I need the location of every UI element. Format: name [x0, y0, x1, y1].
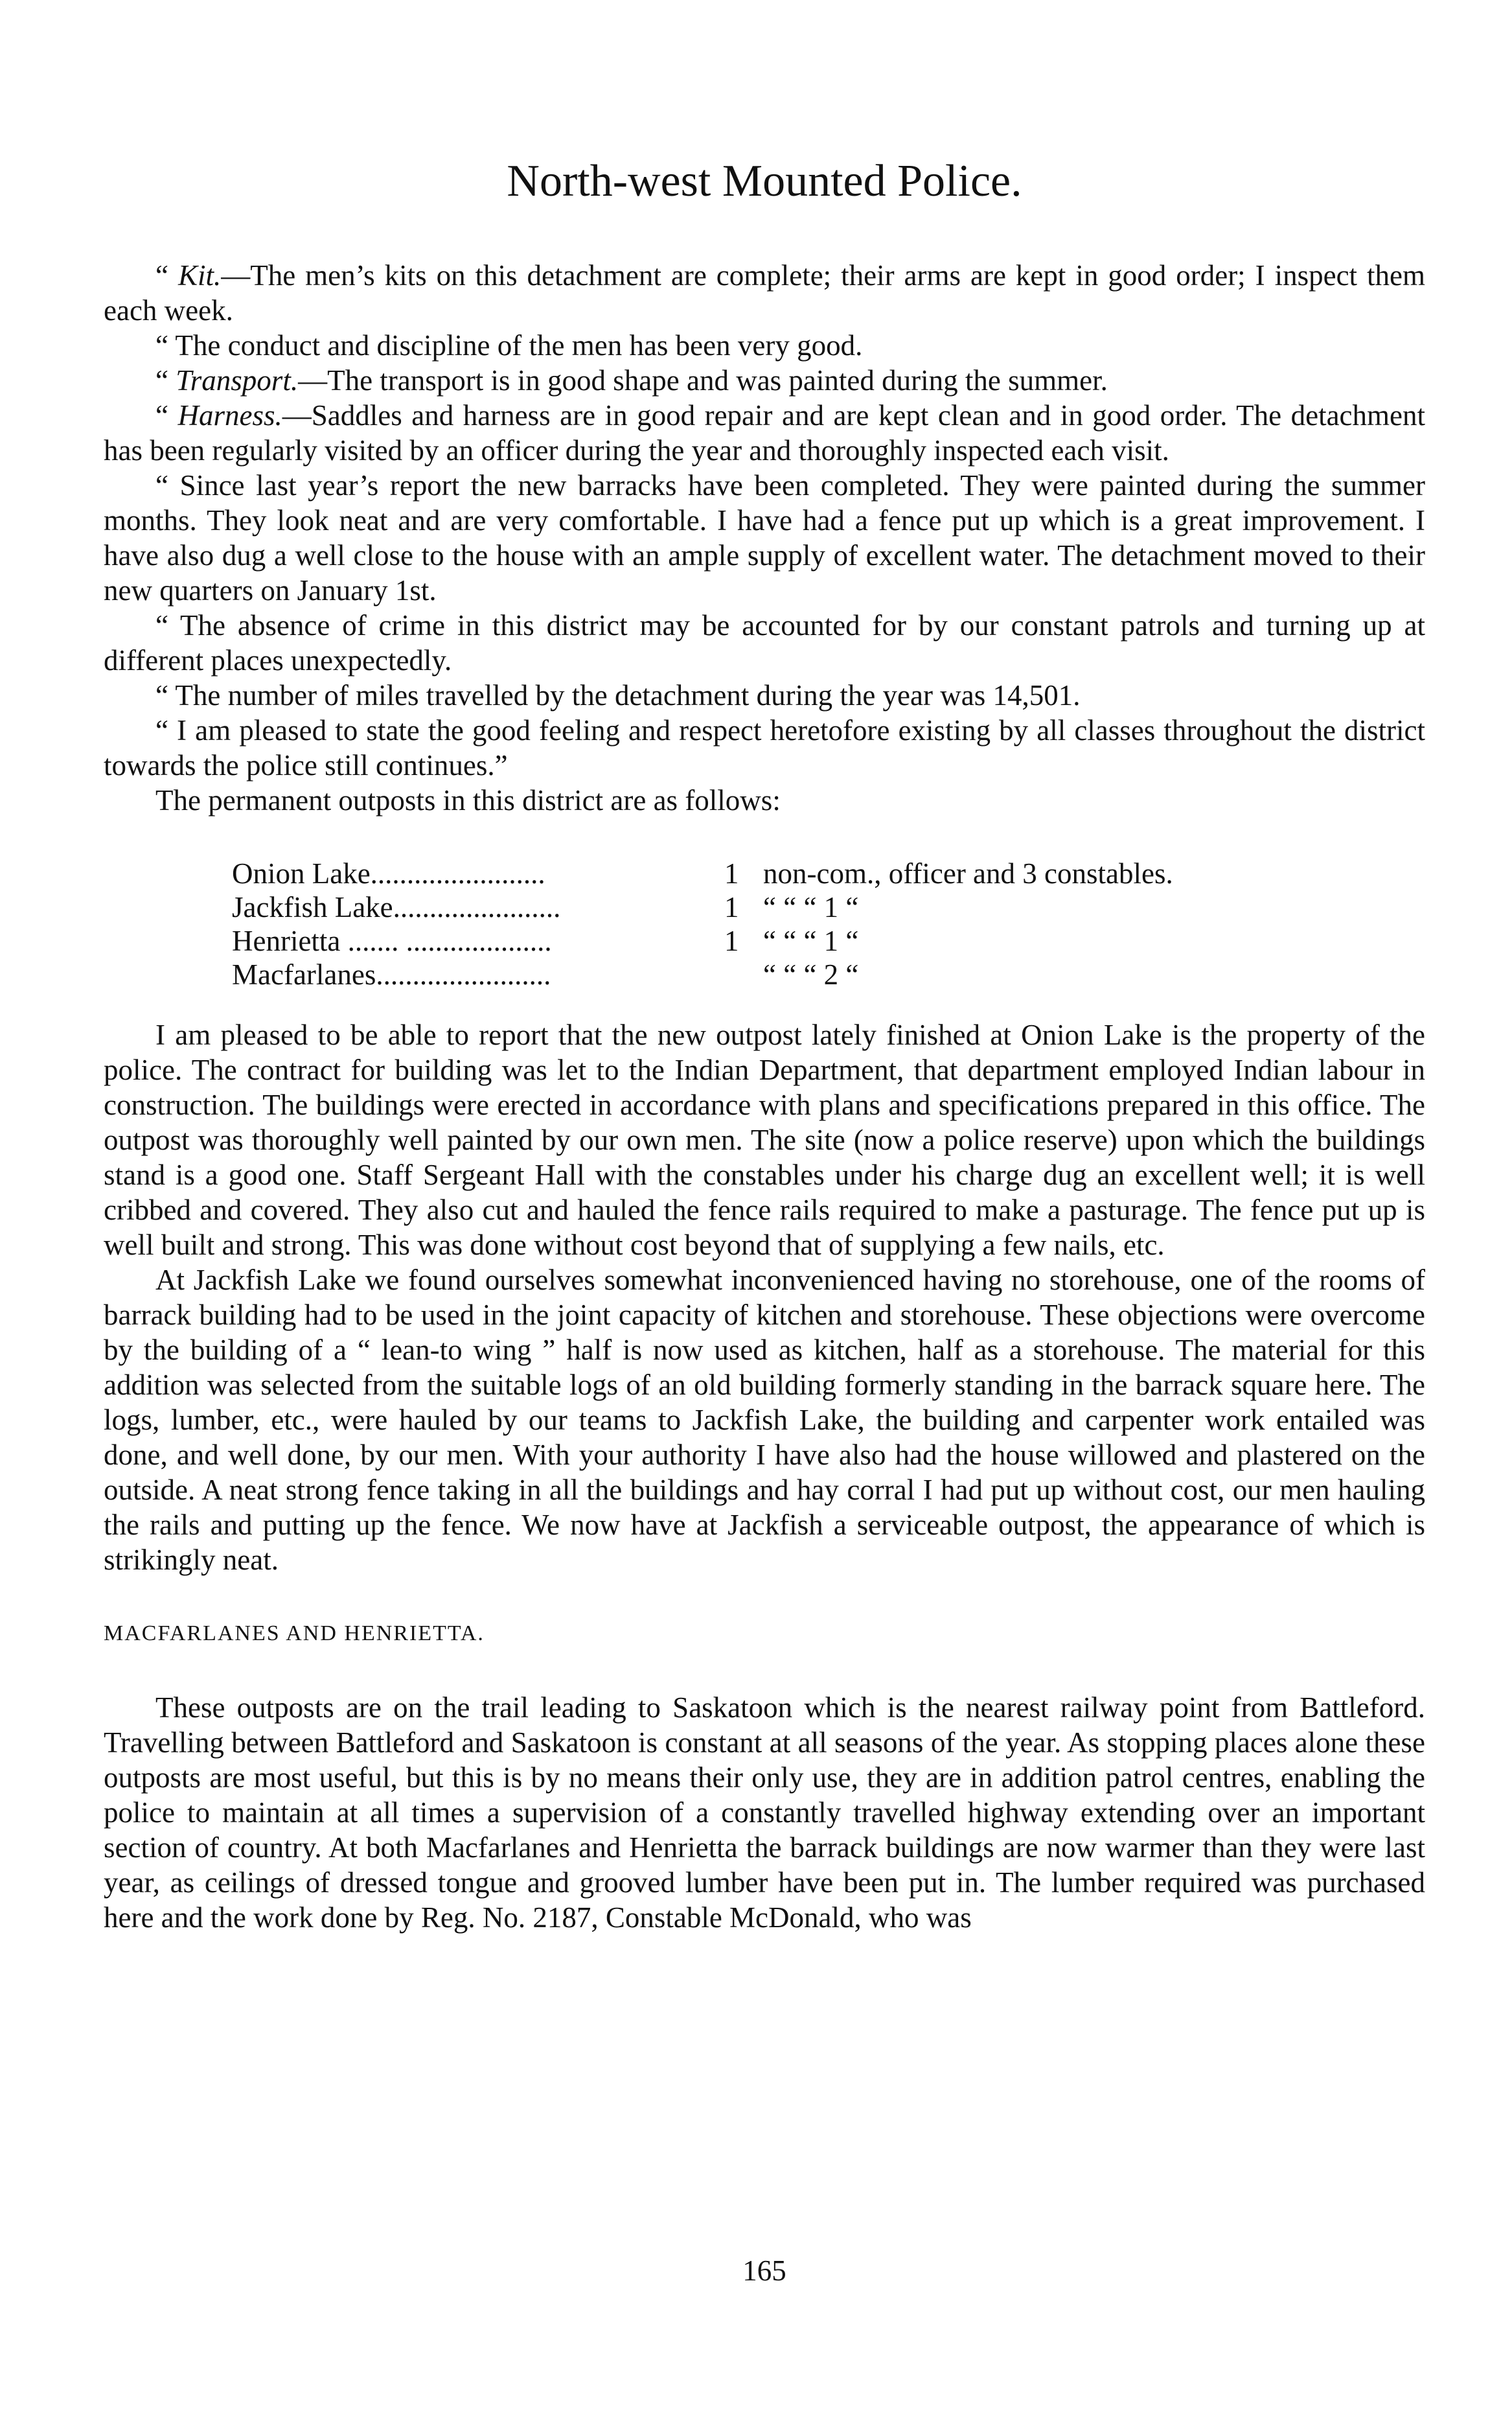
- outpost-place: Onion Lake........................: [232, 857, 545, 890]
- paragraph-jackfish: At Jackfish Lake we found ourselves somewhat inconvenienced having no storehouse, one of the rooms of barrack building had to be used in the joint capacity of kitchen and storehouse. These objections were overcome by the building of a “ lean-to wing ” half is now used as kitchen, half as a storehouse. The material for this addition was selected from the suitable logs of an old building formerly standing in the barrack square here. The logs, lumber, etc., were hauled by our teams to Jackfish Lake, the building and carpenter work entailed was done, and well done, by our men. With your authority I have also had the house willowed and plastered on the outside. A neat strong fence taking in all the buildings and hay corral I had put up without cost, our men hauling the rails and putting up the fence. We now have at Jackfish a serviceable outpost, the appearance of which is strikingly neat.: [104, 1264, 1425, 1576]
- outpost-desc: “ “ “ 1 “: [763, 891, 859, 923]
- outpost-place: Henrietta ....... ....................: [232, 925, 552, 957]
- harness-label: Harness.: [178, 399, 282, 432]
- transport-label: Transport.: [176, 364, 299, 397]
- document-page: [104, 0, 1425, 2421]
- paragraph-harness: “ Harness.—Saddles and harness are in good repair and are kept clean and in good order. The detachment has been regularly visited by an officer during the year and thoroughly inspected each visit.: [104, 399, 1425, 467]
- paragraph-crime: “ The absence of crime in this district may be accounted for by our constant patrols and turning up at different places unexpectedly.: [104, 609, 1425, 677]
- outpost-desc: “ “ “ 2 “: [763, 958, 859, 991]
- outpost-desc: non-com., officer and 3 constables.: [763, 857, 1173, 890]
- harness-text: —Saddles and harness are in good repair and are kept clean and in good order. The detachment has been regularly visited by an officer during the year and thoroughly inspected each visit.: [104, 399, 1425, 467]
- paragraph-barracks: “ Since last year’s report the new barracks have been completed. They were painted during the summer months. They look neat and are very comfortable. I have had a fence put up which is a great improvement. I have also dug a well close to the house with an ample supply of excellent water. The detachment moved to their new quarters on January 1st.: [104, 469, 1425, 607]
- outposts-table: [232, 857, 1255, 991]
- kit-label: Kit.: [178, 259, 222, 292]
- outpost-count: 1: [724, 925, 739, 957]
- outpost-place: Jackfish Lake.......................: [232, 891, 561, 923]
- transport-text: —The transport is in good shape and was painted during the summer.: [298, 364, 1108, 397]
- section-heading: MACFARLANES AND HENRIETTA.: [104, 1621, 485, 1645]
- outpost-row: [232, 924, 1255, 958]
- paragraph-pleased: “ I am pleased to state the good feeling and respect heretofore existing by all classes throughout the district towards the police still continues.”: [104, 714, 1425, 782]
- outpost-count: [724, 958, 763, 991]
- outpost-count: 1: [724, 891, 739, 923]
- paragraph-miles: “ The number of miles travelled by the detachment during the year was 14,501.: [155, 679, 1081, 712]
- paragraph-macfarlanes: These outposts are on the trail leading to Saskatoon which is the nearest railway point from Battleford. Travelling between Battleford and Saskatoon is constant at all seasons of the year. As stopping places alone these outposts are most useful, but this is by no means their only use, they are in addition patrol centres, enabling the police to maintain at all times a supervision of a constantly travelled highway extending over an important section of country. At both Macfarlanes and Henrietta the barrack buildings are now warmer than they were last year, as ceilings of dressed tongue and grooved lumber have been put in. The lumber required was purchased here and the work done by Reg. No. 2187, Constable McDonald, who was: [104, 1691, 1425, 1934]
- paragraph-conduct: “ The conduct and discipline of the men has been very good.: [155, 329, 863, 362]
- paragraph-kit: “ Kit.—The men’s kits on this detachment are complete; their arms are kept in good order; I inspect them each week.: [104, 259, 1425, 327]
- paragraph-onion-lake: I am pleased to be able to report that the new outpost lately finished at Onion Lake is the property of the police. The contract for building was let to the Indian Department, that department employed Indian labour in construction. The buildings were erected in accordance with plans and specifications prepared in this office. The outpost was thoroughly well painted by our own men. The site (now a police reserve) upon which the buildings stand is a good one. Staff Sergeant Hall with the constables under his charge dug an excellent well; it is well cribbed and covered. They also cut and hauled the fence rails required to make a pasturage. The fence put up is well built and strong. This was done without cost beyond that of supplying a few nails, etc.: [104, 1019, 1425, 1261]
- outpost-count: 1: [724, 857, 739, 890]
- outpost-desc: “ “ “ 1 “: [763, 925, 859, 957]
- outpost-row: [232, 958, 1255, 991]
- running-header: North-west Mounted Police.: [507, 156, 1022, 206]
- outpost-row: [232, 857, 1255, 890]
- page-number: 165: [742, 2254, 786, 2287]
- outpost-row: [232, 890, 1255, 924]
- outposts-intro: The permanent outposts in this district are as follows:: [155, 784, 781, 817]
- kit-text: —The men’s kits on this detachment are complete; their arms are kept in good order; I inspect them each week.: [104, 259, 1425, 327]
- paragraph-transport: “ Transport.—The transport is in good shape and was painted during the summer.: [155, 364, 1108, 397]
- outpost-place: Macfarlanes........................: [232, 958, 551, 991]
- body-text: [104, 258, 1425, 1935]
